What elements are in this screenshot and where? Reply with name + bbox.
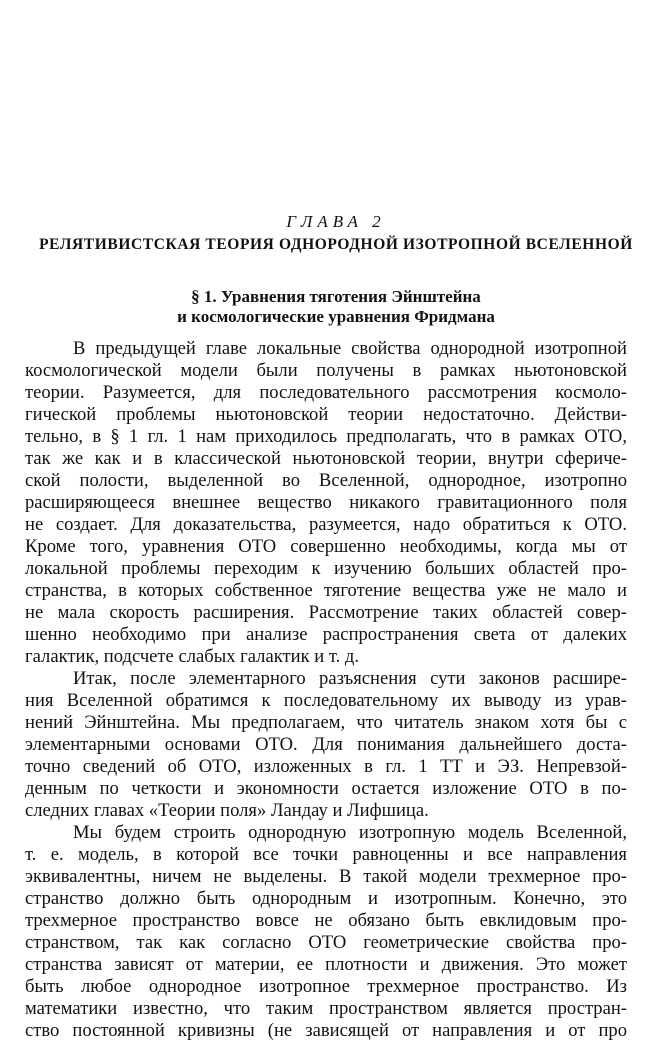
chapter-title: РЕЛЯТИВИСТСКАЯ ТЕОРИЯ ОДНОРОДНОЙ ИЗОТРОПНОЙ ВСЕЛЕННОЙ	[39, 236, 633, 253]
text-line: странства, в которых собственное тяготение вещества уже не мало и	[25, 580, 627, 601]
text-line: странства зависят от материи, ее плотности и движения. Это может	[25, 954, 627, 975]
text-line: нений Эйнштейна. Мы предполагаем, что читатель знаком хотя бы с	[25, 712, 627, 733]
text-line: Мы будем строить однородную изотропную модель Вселенной,	[73, 822, 627, 843]
section-heading	[0, 287, 672, 327]
text-line: не создает. Для доказательства, разумеется, надо обратиться к ОТО.	[25, 514, 627, 535]
text-line: галактик, подсчете слабых галактик и т. д.	[25, 646, 359, 667]
text-line: ство постоянной кривизны (не зависящей от направления и от про	[25, 1020, 627, 1041]
text-line: Итак, после элементарного разъяснения сути законов расшире-	[73, 668, 627, 689]
text-line: странство должно быть однородным и изотропным. Конечно, это	[25, 888, 627, 909]
text-line: ния Вселенной обратимся к последовательному их выводу из урав-	[25, 690, 627, 711]
text-line: ской полости, выделенной во Вселенной, однородное, изотропно	[25, 470, 627, 491]
body-text	[25, 338, 627, 1042]
text-line: расширяющееся внешнее вещество никакого гравитационного поля	[25, 492, 627, 513]
paragraph	[25, 338, 627, 668]
text-line: В предыдущей главе локальные свойства однородной изотропной	[73, 338, 627, 359]
text-line: Кроме того, уравнения ОТО совершенно необходимы, когда мы от	[25, 536, 627, 557]
text-line: не мала скорость расширения. Рассмотрение таких областей совер-	[25, 602, 627, 623]
text-line: гической проблемы ньютоновской теории недостаточно. Действи-	[25, 404, 627, 425]
section-heading-line: и космологические уравнения Фридмана	[177, 307, 495, 326]
text-line: точно сведений об ОТО, изложенных в гл. 1 ТТ и ЭЗ. Непревзой-	[25, 756, 627, 777]
text-line: быть любое однородное изотропное трехмерное пространство. Из	[25, 976, 627, 997]
text-line: денным по четкости и экономности остается изложение ОТО в по-	[25, 778, 627, 799]
text-line: так же как и в классической ньютоновской теории, внутри сфериче-	[25, 448, 627, 469]
text-line: математики известно, что таким пространством является простран-	[25, 998, 627, 1019]
text-line: странством, так как согласно ОТО геометрические свойства про-	[25, 932, 627, 953]
text-line: элементарными основами ОТО. Для понимания дальнейшего доста-	[25, 734, 627, 755]
chapter-number: ГЛАВА 2	[286, 212, 386, 231]
paragraph	[25, 822, 627, 1042]
text-line: космологической модели были получены в рамках ньютоновской	[25, 360, 627, 381]
text-line: следних главах «Теории поля» Ландау и Лифшица.	[25, 800, 429, 821]
paragraph	[25, 668, 627, 822]
text-line: шенно необходимо при анализе распространения света от далеких	[25, 624, 627, 645]
text-line: тельно, в § 1 гл. 1 нам приходилось предполагать, что в рамках ОТО,	[25, 426, 627, 447]
text-line: т. е. модель, в которой все точки равноценны и все направления	[25, 844, 627, 865]
section-heading-line: § 1. Уравнения тяготения Эйнштейна	[191, 287, 481, 306]
text-line: эквивалентны, ничем не выделены. В такой модели трехмерное про-	[25, 866, 627, 887]
text-line: локальной проблемы переходим к изучению больших областей про-	[25, 558, 627, 579]
text-line: трехмерное пространство вовсе не обязано быть евклидовым про-	[25, 910, 627, 931]
text-line: теории. Разумеется, для последовательного рассмотрения космоло-	[25, 382, 627, 403]
